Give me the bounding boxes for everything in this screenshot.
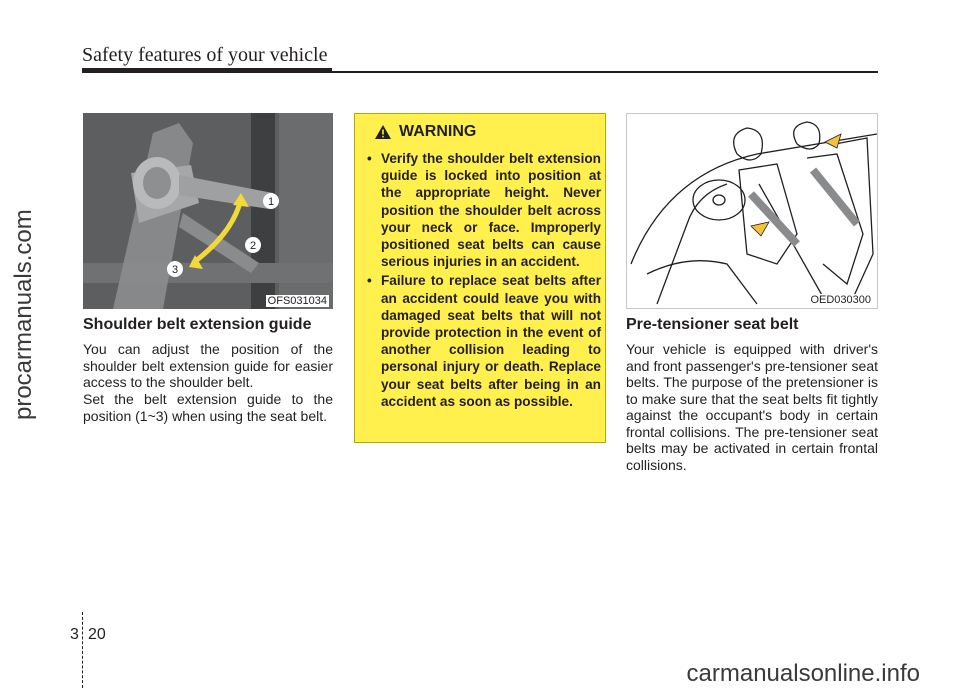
paragraph: Set the belt extension guide to the position (1~3) when using the seat belt. — [83, 391, 333, 424]
warning-item-text: Failure to replace seat belts after an accident could leave you with damaged seat belts that will not provide protection in the event of another collision leading to personal injury or death. Replace your seat belts after being in an accident as soon as possible. — [381, 273, 601, 409]
warning-heading — [375, 123, 476, 141]
guide-label-1: 1 — [267, 196, 275, 208]
chapter-number: 3 — [70, 626, 79, 643]
figure-code: OFS031034 — [267, 295, 327, 307]
paragraph: You can adjust the position of the shoulder belt extension guide for easier access to the shoulder belt. — [83, 341, 333, 390]
page-number: 20 — [88, 626, 106, 643]
pretensioner-illustration — [627, 114, 877, 308]
belt-guide-illustration — [83, 113, 333, 309]
page-header-title: Safety features of your vehicle — [82, 44, 328, 66]
section-heading-pretensioner: Pre-tensioner seat belt — [626, 316, 799, 333]
figure-code: OED030300 — [810, 294, 871, 306]
pretensioner-figure — [626, 113, 878, 309]
side-watermark: procarmanuals.com — [10, 209, 37, 420]
guide-label-2: 2 — [249, 240, 257, 252]
section-heading-belt-guide: Shoulder belt extension guide — [83, 316, 312, 333]
footer-divider — [82, 612, 83, 688]
warning-triangle-icon — [375, 125, 391, 139]
warning-box — [354, 113, 606, 443]
warning-item — [363, 272, 601, 410]
warning-item — [363, 150, 601, 270]
belt-guide-figure — [83, 113, 333, 309]
header-rule — [82, 71, 878, 73]
paragraph: Your vehicle is equipped with driver's and front passenger's pre-tensioner seat belts. The purpose of the pretensioner is to make sure that the seat belts fit tightly against the occupant's body in certain frontal collisions. The pre-tensioner seat belts may be activated in certain frontal collisions. — [626, 341, 878, 473]
warning-title: WARNING — [399, 123, 477, 140]
bullet: • — [367, 151, 372, 166]
warning-item-text: Verify the shoulder belt extension guide is locked into position at the appropriate height. Never position the shoulder belt across your neck or face. Improperly positioned seat belts can cause serious injuries in an accident. — [381, 151, 601, 270]
bullet: • — [367, 273, 372, 289]
guide-label-3: 3 — [171, 264, 179, 276]
warning-list — [363, 150, 601, 412]
bottom-watermark: carmanualsonline.info — [686, 660, 920, 687]
